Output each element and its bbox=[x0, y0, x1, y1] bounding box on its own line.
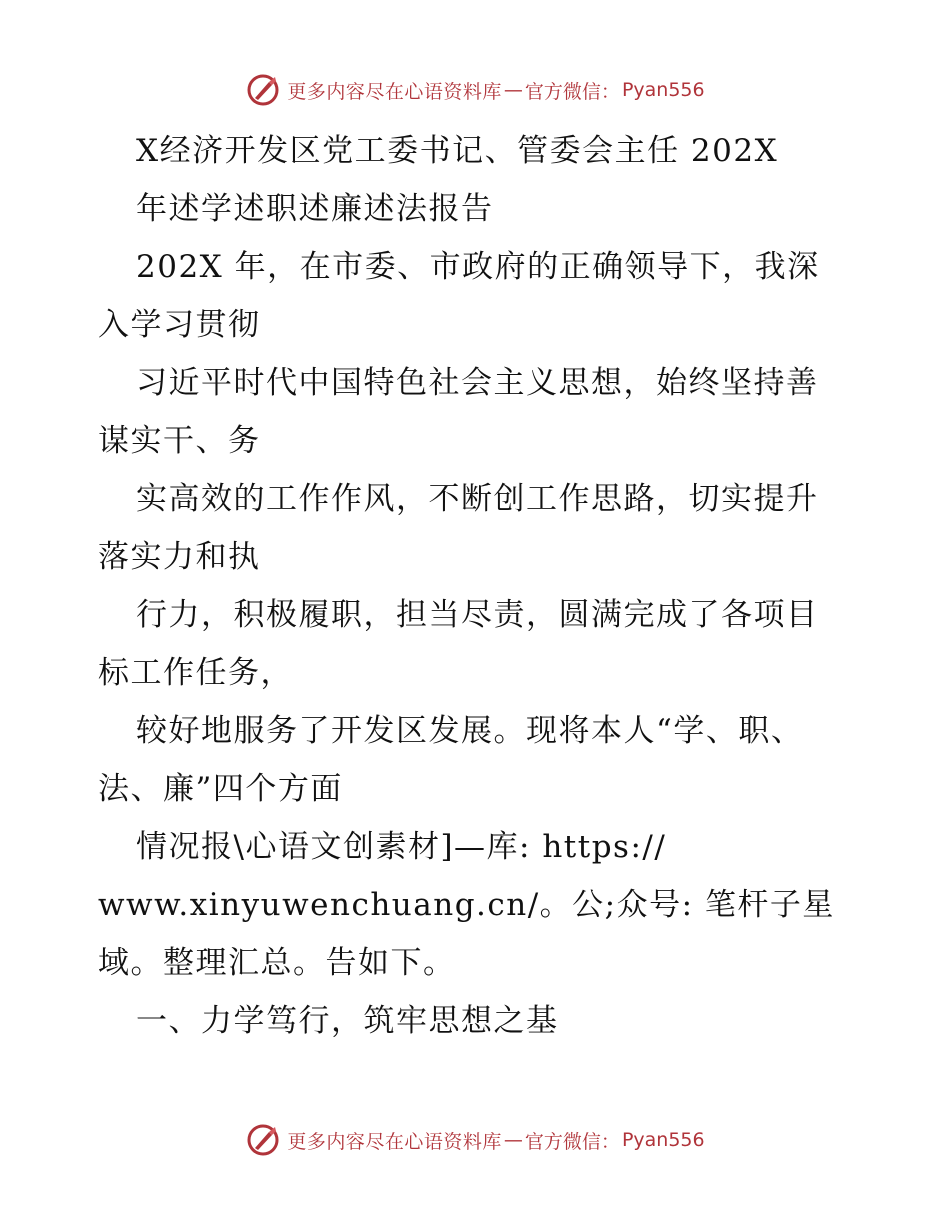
document-title-line-2: 年述学述职述廉述法报告 bbox=[136, 191, 494, 227]
watermark-separator: — bbox=[503, 79, 523, 101]
document-title-line-1: X经济开发区党工委书记、管委会主任 202X bbox=[136, 133, 779, 169]
quill-circle-logo-icon bbox=[245, 1122, 281, 1158]
watermark-wechat-id: Pyan556 bbox=[621, 1129, 705, 1151]
watermark-wechat-id: Pyan556 bbox=[621, 79, 705, 101]
watermark-wechat-label: 官方微信： bbox=[524, 1130, 620, 1153]
watermark-separator: — bbox=[503, 1129, 523, 1151]
document-body bbox=[98, 122, 858, 1050]
paragraph-line: 行力，积极履职，担当尽责，圆满完成了各项目 bbox=[136, 597, 819, 633]
watermark-banner-top bbox=[0, 70, 950, 110]
watermark-banner-bottom bbox=[0, 1120, 950, 1160]
paragraph-line: 法、廉”四个方面 bbox=[98, 771, 343, 807]
paragraph-line: 情况报\心语文创素材]—库: https:// bbox=[136, 829, 667, 865]
watermark-wechat-label: 官方微信： bbox=[524, 80, 620, 103]
paragraph-line: 入学习贯彻 bbox=[98, 307, 261, 343]
paragraph-line: 较好地服务了开发区发展。现将本人“学、职、 bbox=[136, 713, 804, 749]
quill-circle-logo-icon bbox=[245, 72, 281, 108]
paragraph-line: 202X 年，在市委、市政府的正确领导下，我深 bbox=[136, 249, 820, 285]
paragraph-line: 标工作任务， bbox=[98, 655, 293, 691]
paragraph-line: 落实力和执 bbox=[98, 539, 261, 575]
paragraph-line: 习近平时代中国特色社会主义思想，始终坚持善 bbox=[136, 365, 819, 401]
paragraph-line: 谋实干、务 bbox=[98, 423, 261, 459]
paragraph-line: 域。整理汇总。告如下。 bbox=[98, 945, 456, 981]
watermark-main-text: 更多内容尽在心语资料库 bbox=[287, 80, 502, 103]
paragraph-line: 实高效的工作作风，不断创工作思路，切实提升 bbox=[136, 481, 819, 517]
section-heading: 一、力学笃行，筑牢思想之基 bbox=[136, 1003, 559, 1039]
url-line: www.xinyuwenchuang.cn/。公;众号: 笔杆子星 bbox=[98, 887, 835, 923]
watermark-main-text: 更多内容尽在心语资料库 bbox=[287, 1130, 502, 1153]
